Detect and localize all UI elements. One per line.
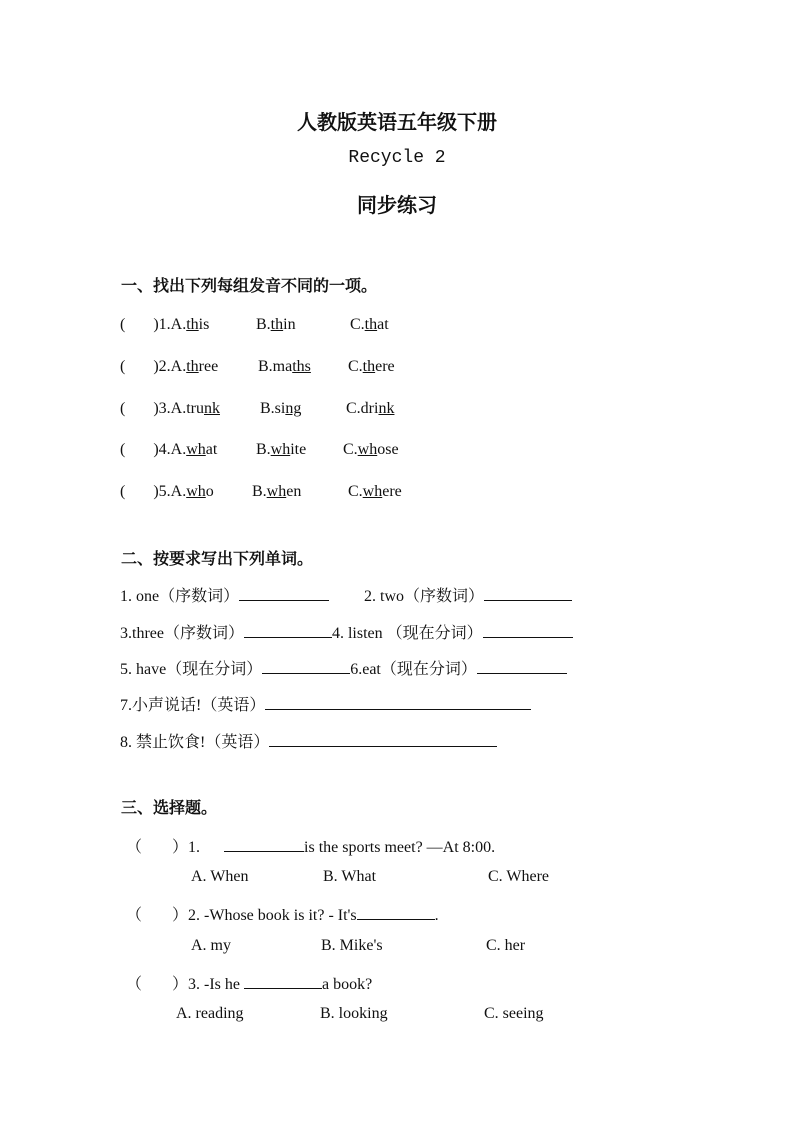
answer-blank[interactable] <box>357 905 435 920</box>
option-a-post: is <box>198 316 210 333</box>
option-a-post: o <box>205 483 214 500</box>
option-c-pre: C. <box>348 358 363 375</box>
paren-open: ( <box>120 483 126 500</box>
option-b-pre: B. <box>256 316 271 333</box>
s2-item-1-label: 1. one（序数词） <box>120 588 240 605</box>
s2-item-7-label: 7.小声说话!（英语） <box>120 697 266 714</box>
q3-end: a book? <box>322 976 373 993</box>
q3-option-b[interactable]: B. looking <box>320 1005 388 1022</box>
option-c-post: ere <box>375 358 395 375</box>
s2-item-6-label: 6.eat（现在分词） <box>350 661 477 678</box>
s2-item-2 <box>364 583 572 606</box>
s2-item-3 <box>120 620 573 643</box>
option-c-pre: C. <box>348 483 363 500</box>
option-b <box>258 358 311 376</box>
option-b-sound: ng <box>285 400 302 417</box>
q1-option-b[interactable]: B. What <box>323 868 377 885</box>
option-b-pre: B. <box>252 483 267 500</box>
option-b <box>260 400 301 418</box>
s2-item-5-label: 5. have（现在分词） <box>120 661 263 678</box>
option-b-post: ite <box>290 441 307 458</box>
option-c-sound: wh <box>362 483 383 500</box>
phonics-item <box>120 400 220 418</box>
s2-item-4-label: 4. listen （现在分词） <box>331 625 483 642</box>
answer-blank[interactable] <box>265 695 531 710</box>
option-a-sound: th <box>186 358 199 375</box>
s2-item-7 <box>120 692 531 715</box>
paren-open: ( <box>120 358 126 375</box>
item-number: )5.A. <box>153 483 187 500</box>
s2-item-2-label: 2. two（序数词） <box>364 588 485 605</box>
q1-option-a[interactable]: A. When <box>191 868 249 885</box>
option-c-sound: th <box>362 358 376 375</box>
option-b-sound: wh <box>270 441 291 458</box>
option-c-post: at <box>377 316 389 333</box>
option-a-sound: th <box>186 316 199 333</box>
paren-open: （ <box>126 839 143 856</box>
answer-blank[interactable] <box>262 659 350 674</box>
option-b-pre: B.ma <box>258 358 293 375</box>
option-b-pre: B.si <box>260 400 286 417</box>
option-b <box>256 441 306 459</box>
option-b-sound: ths <box>292 358 311 375</box>
option-c <box>348 483 402 501</box>
q2-option-a[interactable]: A. my <box>191 937 231 954</box>
section2-heading: 二、按要求写出下列单词。 <box>121 551 314 568</box>
option-b-post: en <box>286 483 302 500</box>
phonics-item <box>120 316 209 334</box>
answer-blank[interactable] <box>483 623 573 638</box>
s2-item-3-label: 3.three（序数词） <box>120 625 244 642</box>
option-c <box>343 441 399 459</box>
option-c-post: ose <box>377 441 399 458</box>
item-number: )1.A. <box>153 316 187 333</box>
option-a-sound: wh <box>186 483 206 500</box>
phonics-item <box>120 483 214 501</box>
s3-question-2 <box>126 902 439 925</box>
phonics-item <box>120 441 217 459</box>
q2-option-b[interactable]: B. Mike's <box>321 937 383 954</box>
page-title: 人教版英语五年级下册 <box>297 112 497 134</box>
option-a-sound: nk <box>203 400 220 417</box>
option-c-post: ere <box>382 483 402 500</box>
option-b-pre: B. <box>256 441 271 458</box>
option-a-sound: wh <box>186 441 206 458</box>
q1-number: ）1. <box>172 839 201 856</box>
option-a-post: at <box>205 441 218 458</box>
s2-item-8-label: 8. 禁止饮食!（英语） <box>120 734 270 751</box>
answer-blank[interactable] <box>484 586 572 601</box>
option-c-sound: wh <box>357 441 378 458</box>
q3-option-c[interactable]: C. seeing <box>484 1005 544 1022</box>
option-a-post: ree <box>198 358 219 375</box>
option-b-post: in <box>283 316 296 333</box>
phonics-item <box>120 358 218 376</box>
option-c <box>348 358 395 376</box>
paren-open: （ <box>126 976 143 993</box>
q2-text: ）2. -Whose book is it? - It's <box>172 907 357 924</box>
s2-item-8 <box>120 729 497 752</box>
q2-option-c[interactable]: C. her <box>486 937 526 954</box>
paren-open: ( <box>120 400 126 417</box>
option-c-sound: th <box>364 316 378 333</box>
option-c-pre: C. <box>343 441 358 458</box>
option-b <box>252 483 301 501</box>
q1-option-c[interactable]: C. Where <box>488 868 550 885</box>
answer-blank[interactable] <box>239 586 329 601</box>
s3-question-1 <box>126 834 495 857</box>
section1-heading: 一、找出下列每组发音不同的一项。 <box>121 278 378 295</box>
answer-blank[interactable] <box>224 837 304 852</box>
answer-blank[interactable] <box>269 732 497 747</box>
page-subtitle-2: 同步练习 <box>357 195 437 217</box>
q1-text: is the sports meet? —At 8:00. <box>304 839 496 856</box>
paren-open: （ <box>126 907 143 924</box>
answer-blank[interactable] <box>477 659 567 674</box>
item-number: )3.A.tru <box>153 400 204 417</box>
s2-item-5 <box>120 656 567 679</box>
option-c <box>346 400 394 418</box>
option-c-sound: nk <box>378 400 395 417</box>
option-b <box>256 316 296 334</box>
answer-blank[interactable] <box>244 623 332 638</box>
page-subtitle: Recycle 2 <box>348 148 446 168</box>
section3-heading: 三、选择题。 <box>121 800 218 817</box>
item-number: )4.A. <box>153 441 187 458</box>
s3-question-3 <box>126 971 372 994</box>
option-b-sound: th <box>270 316 284 333</box>
q3-option-a[interactable]: A. reading <box>176 1005 244 1022</box>
q3-text: ）3. -Is he <box>172 976 241 993</box>
option-b-sound: wh <box>266 483 287 500</box>
option-c-pre: C.dri <box>346 400 379 417</box>
item-number: )2.A. <box>153 358 187 375</box>
paren-open: ( <box>120 441 126 458</box>
q2-end: . <box>434 907 439 924</box>
answer-blank[interactable] <box>244 974 322 989</box>
paren-open: ( <box>120 316 126 333</box>
option-c <box>350 316 389 334</box>
s2-item-1 <box>120 583 329 606</box>
option-c-pre: C. <box>350 316 365 333</box>
